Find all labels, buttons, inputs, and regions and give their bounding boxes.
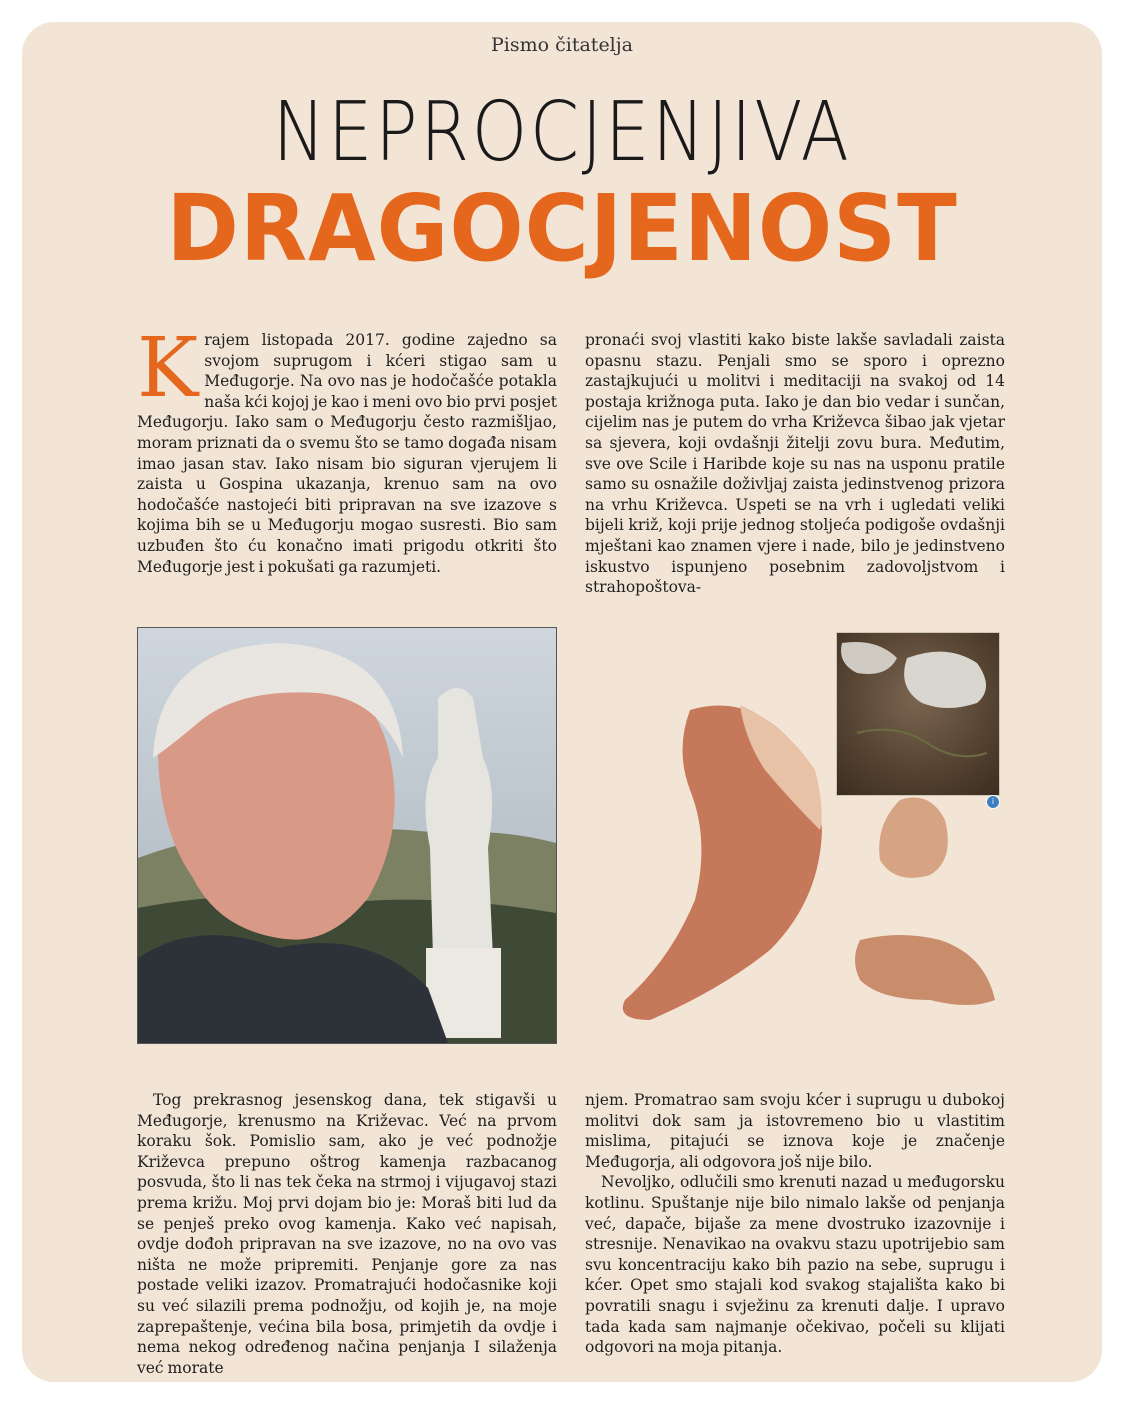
title-line-2: DRAGOCJENOST bbox=[166, 175, 958, 282]
stone-fragments-image bbox=[610, 700, 1010, 1040]
stones-illustration bbox=[610, 700, 1010, 1040]
lower-left-text: Tog prekrasnog jesenskog dana, tek stigavši u Međugorje, krenusmo na Križevac. Već na prvom koraku šok. Pomislio sam, ako je već podnožje Križevca prepuno oštrog kamenja razbacanog posvuda, što li nas tek čeka na strmoj i vijugavoj stazi prema križu. Moj prvi dojam bio je: Moraš biti lud da se penješ preko ovog kamenja. Kako već napisah, ovdje dođoh pripravan na sve izazove, no na ovo vas ništa ne može pripremiti. Penjanje gore za nas postade veliki izazov. Promatrajući hodočasnike koji su već silazili prema podnožju, od kojih je, na moje zaprepaštenje, većina bila bosa, primjetih da ovdje i nema nekog određenog načina penjanja I silaženja već morate bbox=[137, 1091, 557, 1377]
lower-right-paragraph-1: njem. Promatrao sam svoju kćer i suprugu u dubokoj molitvi dok sam ja istovremeno bio u vlastitim mislima, pitajući se iznova koje je značenje Međugorja, ali odgovora još nije bilo. bbox=[585, 1091, 1005, 1171]
lower-column-right bbox=[585, 1090, 1005, 1358]
intro-right-text: pronaći svoj vlastiti kako biste lakše savladali zaista opasnu stazu. Penjali smo se sporo i oprezno zastajkujući u molitvi i meditaciji na svakoj od 14 postaja križnoga puta. Iako je dan bio vedar i sunčan, cijelim nas je putem do vrha Križevca šibao jak vjetar sa sjevera, koji ovdašnji žitelji zovu bura. Međutim, sve ove Scile i Haribde koje su nas na usponu pratile samo su osnažile doživljaj zaista jedinstvenog prizora na vrhu Križevca. Uspeti se na vrh i ugledati veliki bijeli križ, koji prije jednog stoljeća podigoše ovdašnji mještani kao znamen vjere i nade, bilo je jedinstveno iskustvo ispunjeno posebnim zadovoljstvom i strahopoštova- bbox=[585, 331, 1005, 597]
title-line-1: NEPROCJENJIVA bbox=[272, 85, 852, 180]
lower-right-paragraph-2: Nevoljko, odlučili smo krenuti nazad u međugorsku kotlinu. Spuštanje nije bilo nimalo lakše od penjanja već, dapače, bijaše za mene dvostruko izazovnije i stresnije. Nenavikao na ovakvu stazu upotrijebio sam svu koncentraciju kako bih pazio na sebe, suprugu i kćer. Opet smo stajali kod svakog stajališta kako bi povratili snagu i svježinu za krenuti dalje. I upravo tada kada sam najmanje očekivao, počeli su klijati odgovori na moja pitanja. bbox=[585, 1173, 1005, 1357]
drop-cap: K bbox=[137, 321, 199, 416]
author-selfie-photo bbox=[137, 627, 557, 1044]
intro-left-text: rajem listopada 2017. godine zajedno sa svojom suprugom i kćeri stigao sam u Međugorje. Na ovo nas je hodočašće potakla naša kći kojoj je kao i meni ovo bio prvi posjet Međugorju. Iako sam o Međugorju često razmišljao, moram priznati da o svemu što se tamo događa nisam imao jasan stav. Iako nisam bio siguran vjerujem li zaista u Gospina ukazanja, krenuo sam na ovo hodočašće nastojeći biti pripravan na sve izazove s kojima bih se u Međugorju mogao susresti. Bio sam uzbuđen što ću konačno imati prigodu otkriti što Međugorje jest i pokušati ga razumjeti. bbox=[137, 331, 557, 576]
info-icon: i bbox=[986, 795, 1000, 809]
intro-column-left bbox=[137, 321, 557, 577]
intro-column-right bbox=[585, 330, 1005, 598]
section-label: Pismo čitatelja bbox=[491, 34, 633, 56]
lower-column-left bbox=[137, 1090, 557, 1378]
photo-illustration bbox=[138, 628, 556, 1043]
